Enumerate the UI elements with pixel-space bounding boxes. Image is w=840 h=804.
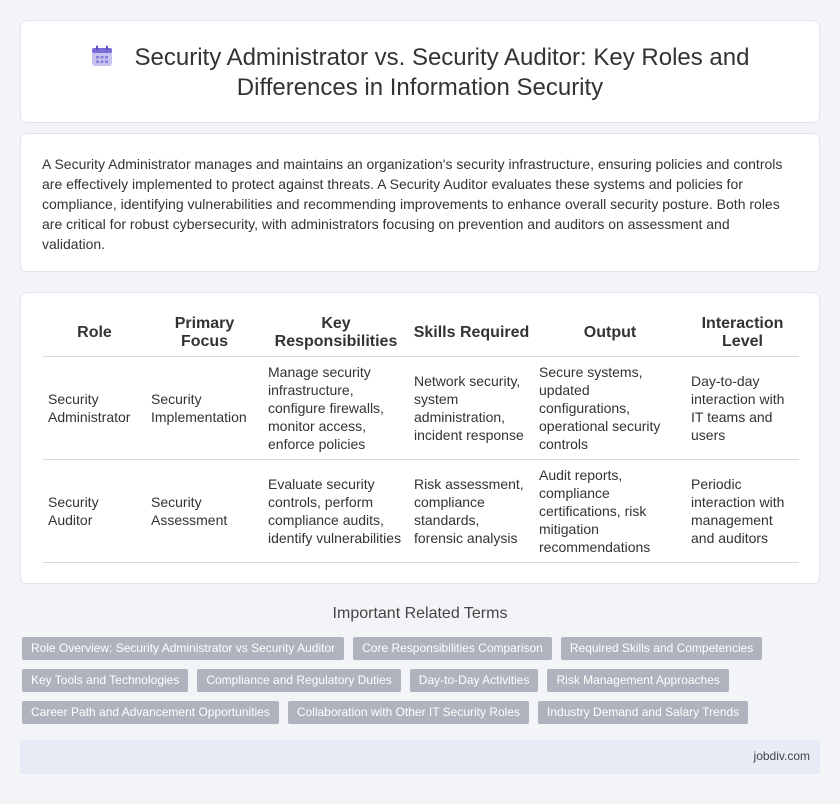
title-line-2: Differences in Information Security — [236, 74, 604, 101]
table-cell: Network security, system administration, incident response — [409, 356, 534, 459]
tag-row — [22, 669, 812, 692]
related-terms-list — [22, 637, 812, 733]
related-term-tag[interactable]: Compliance and Regulatory Duties — [197, 669, 400, 692]
title-card — [20, 20, 820, 123]
table-cell: Evaluate security controls, perform compliance audits, identify vulnerabilities — [263, 459, 409, 562]
header-interaction-level: Interaction Level — [686, 311, 799, 356]
table-header-row — [43, 311, 799, 356]
related-term-tag[interactable]: Role Overview: Security Administrator vs Security Auditor — [22, 637, 344, 660]
header-role: Role — [43, 311, 146, 356]
title-line-1: Security Administrator vs. Security Auditor: Key Roles and — [134, 44, 750, 71]
table-cell: Security Administrator — [43, 356, 146, 459]
related-term-tag[interactable]: Collaboration with Other IT Security Roles — [288, 701, 529, 724]
table-row — [43, 459, 799, 562]
header-output: Output — [534, 311, 686, 356]
table-cell: Risk assessment, compliance standards, forensic analysis — [409, 459, 534, 562]
table-cell: Audit reports, compliance certifications, risk mitigation recommendations — [534, 459, 686, 562]
related-term-tag[interactable]: Risk Management Approaches — [547, 669, 728, 692]
related-term-tag[interactable]: Career Path and Advancement Opportunities — [22, 701, 279, 724]
table-cell: Manage security infrastructure, configure firewalls, monitor access, enforce policies — [263, 356, 409, 459]
header-key-responsibilities: Key Responsibilities — [263, 311, 409, 356]
comparison-table-card — [20, 292, 820, 584]
intro-card — [20, 133, 820, 272]
related-term-tag[interactable]: Industry Demand and Salary Trends — [538, 701, 748, 724]
related-term-tag[interactable]: Core Responsibilities Comparison — [353, 637, 552, 660]
tag-row — [22, 701, 812, 724]
intro-paragraph: A Security Administrator manages and maintains an organization's security infrastructure, ensuring policies and controls are effectively implemented to protect against threats. A Security Auditor evaluates these systems and policies for compliance, identifying vulnerabilities and recommending improvements to enhance overall security posture. Both roles are critical for robust cybersecurity, with administrators focusing on prevention and auditors on assessment and validation. — [42, 156, 783, 252]
footer — [20, 740, 820, 774]
header-primary-focus: Primary Focus — [146, 311, 263, 356]
table-cell: Security Auditor — [43, 459, 146, 562]
table-cell: Secure systems, updated configurations, operational security controls — [534, 356, 686, 459]
comparison-table — [43, 311, 799, 563]
page-title — [21, 43, 819, 103]
tag-row — [22, 637, 812, 660]
table-row — [43, 356, 799, 459]
related-term-tag[interactable]: Key Tools and Technologies — [22, 669, 188, 692]
related-term-tag[interactable]: Day-to-Day Activities — [410, 669, 539, 692]
table-cell: Day-to-day interaction with IT teams and users — [686, 356, 799, 459]
table-cell: Security Assessment — [146, 459, 263, 562]
header-skills-required: Skills Required — [409, 311, 534, 356]
related-term-tag[interactable]: Required Skills and Competencies — [561, 637, 762, 660]
table-cell: Security Implementation — [146, 356, 263, 459]
related-terms-title: Important Related Terms — [332, 605, 508, 622]
calendar-icon — [91, 45, 113, 67]
table-cell: Periodic interaction with management and auditors — [686, 459, 799, 562]
footer-site-link[interactable]: jobdiv.com — [753, 749, 810, 763]
